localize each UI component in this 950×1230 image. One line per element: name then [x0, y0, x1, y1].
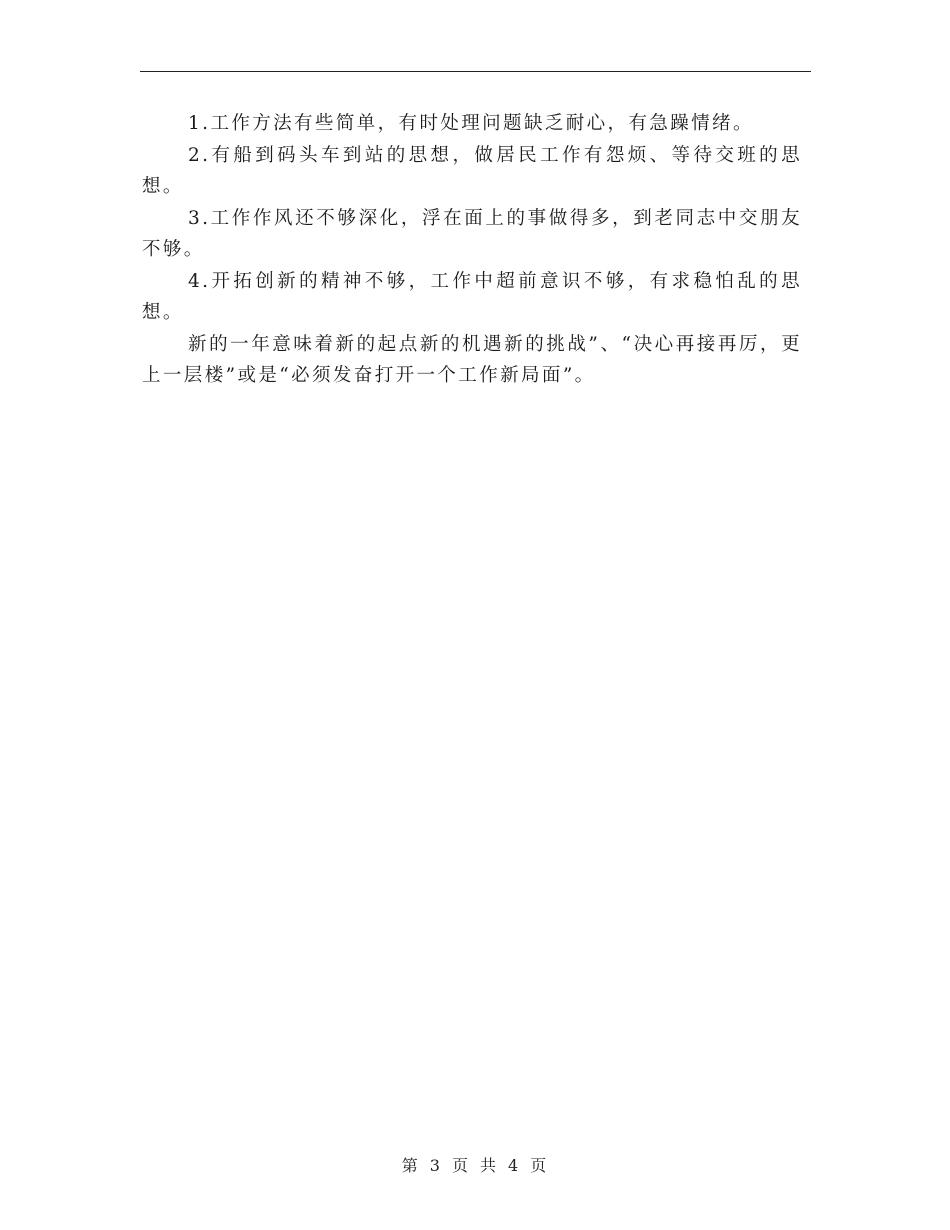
total-pages-number: 4: [508, 1156, 521, 1175]
paragraph-item-4: 4.开拓创新的精神不够，工作中超前意识不够，有求稳怕乱的思想。: [142, 270, 802, 323]
document-body: [142, 108, 802, 392]
header-rule: [140, 71, 811, 72]
page-prefix: 第: [401, 1156, 420, 1175]
paragraph-item-2: 2.有船到码头车到站的思想，做居民工作有怨烦、等待交班的思想。: [142, 144, 802, 197]
total-suffix: 页: [530, 1156, 549, 1175]
paragraph-item-3: 3.工作作风还不够深化，浮在面上的事做得多，到老同志中交朋友不够。: [142, 207, 802, 260]
page-word: 页: [451, 1156, 470, 1175]
current-page-number: 3: [429, 1156, 442, 1175]
paragraph-item-1: 1.工作方法有些简单，有时处理问题缺乏耐心，有急躁情绪。: [188, 113, 754, 134]
paragraph-closing: 新的一年意味着新的起点新的机遇新的挑战”、“决心再接再厉，更上一层楼”或是“必须发奋打开一个工作新局面”。: [142, 333, 802, 386]
total-prefix: 共: [480, 1156, 499, 1175]
page-footer: [0, 1153, 950, 1176]
